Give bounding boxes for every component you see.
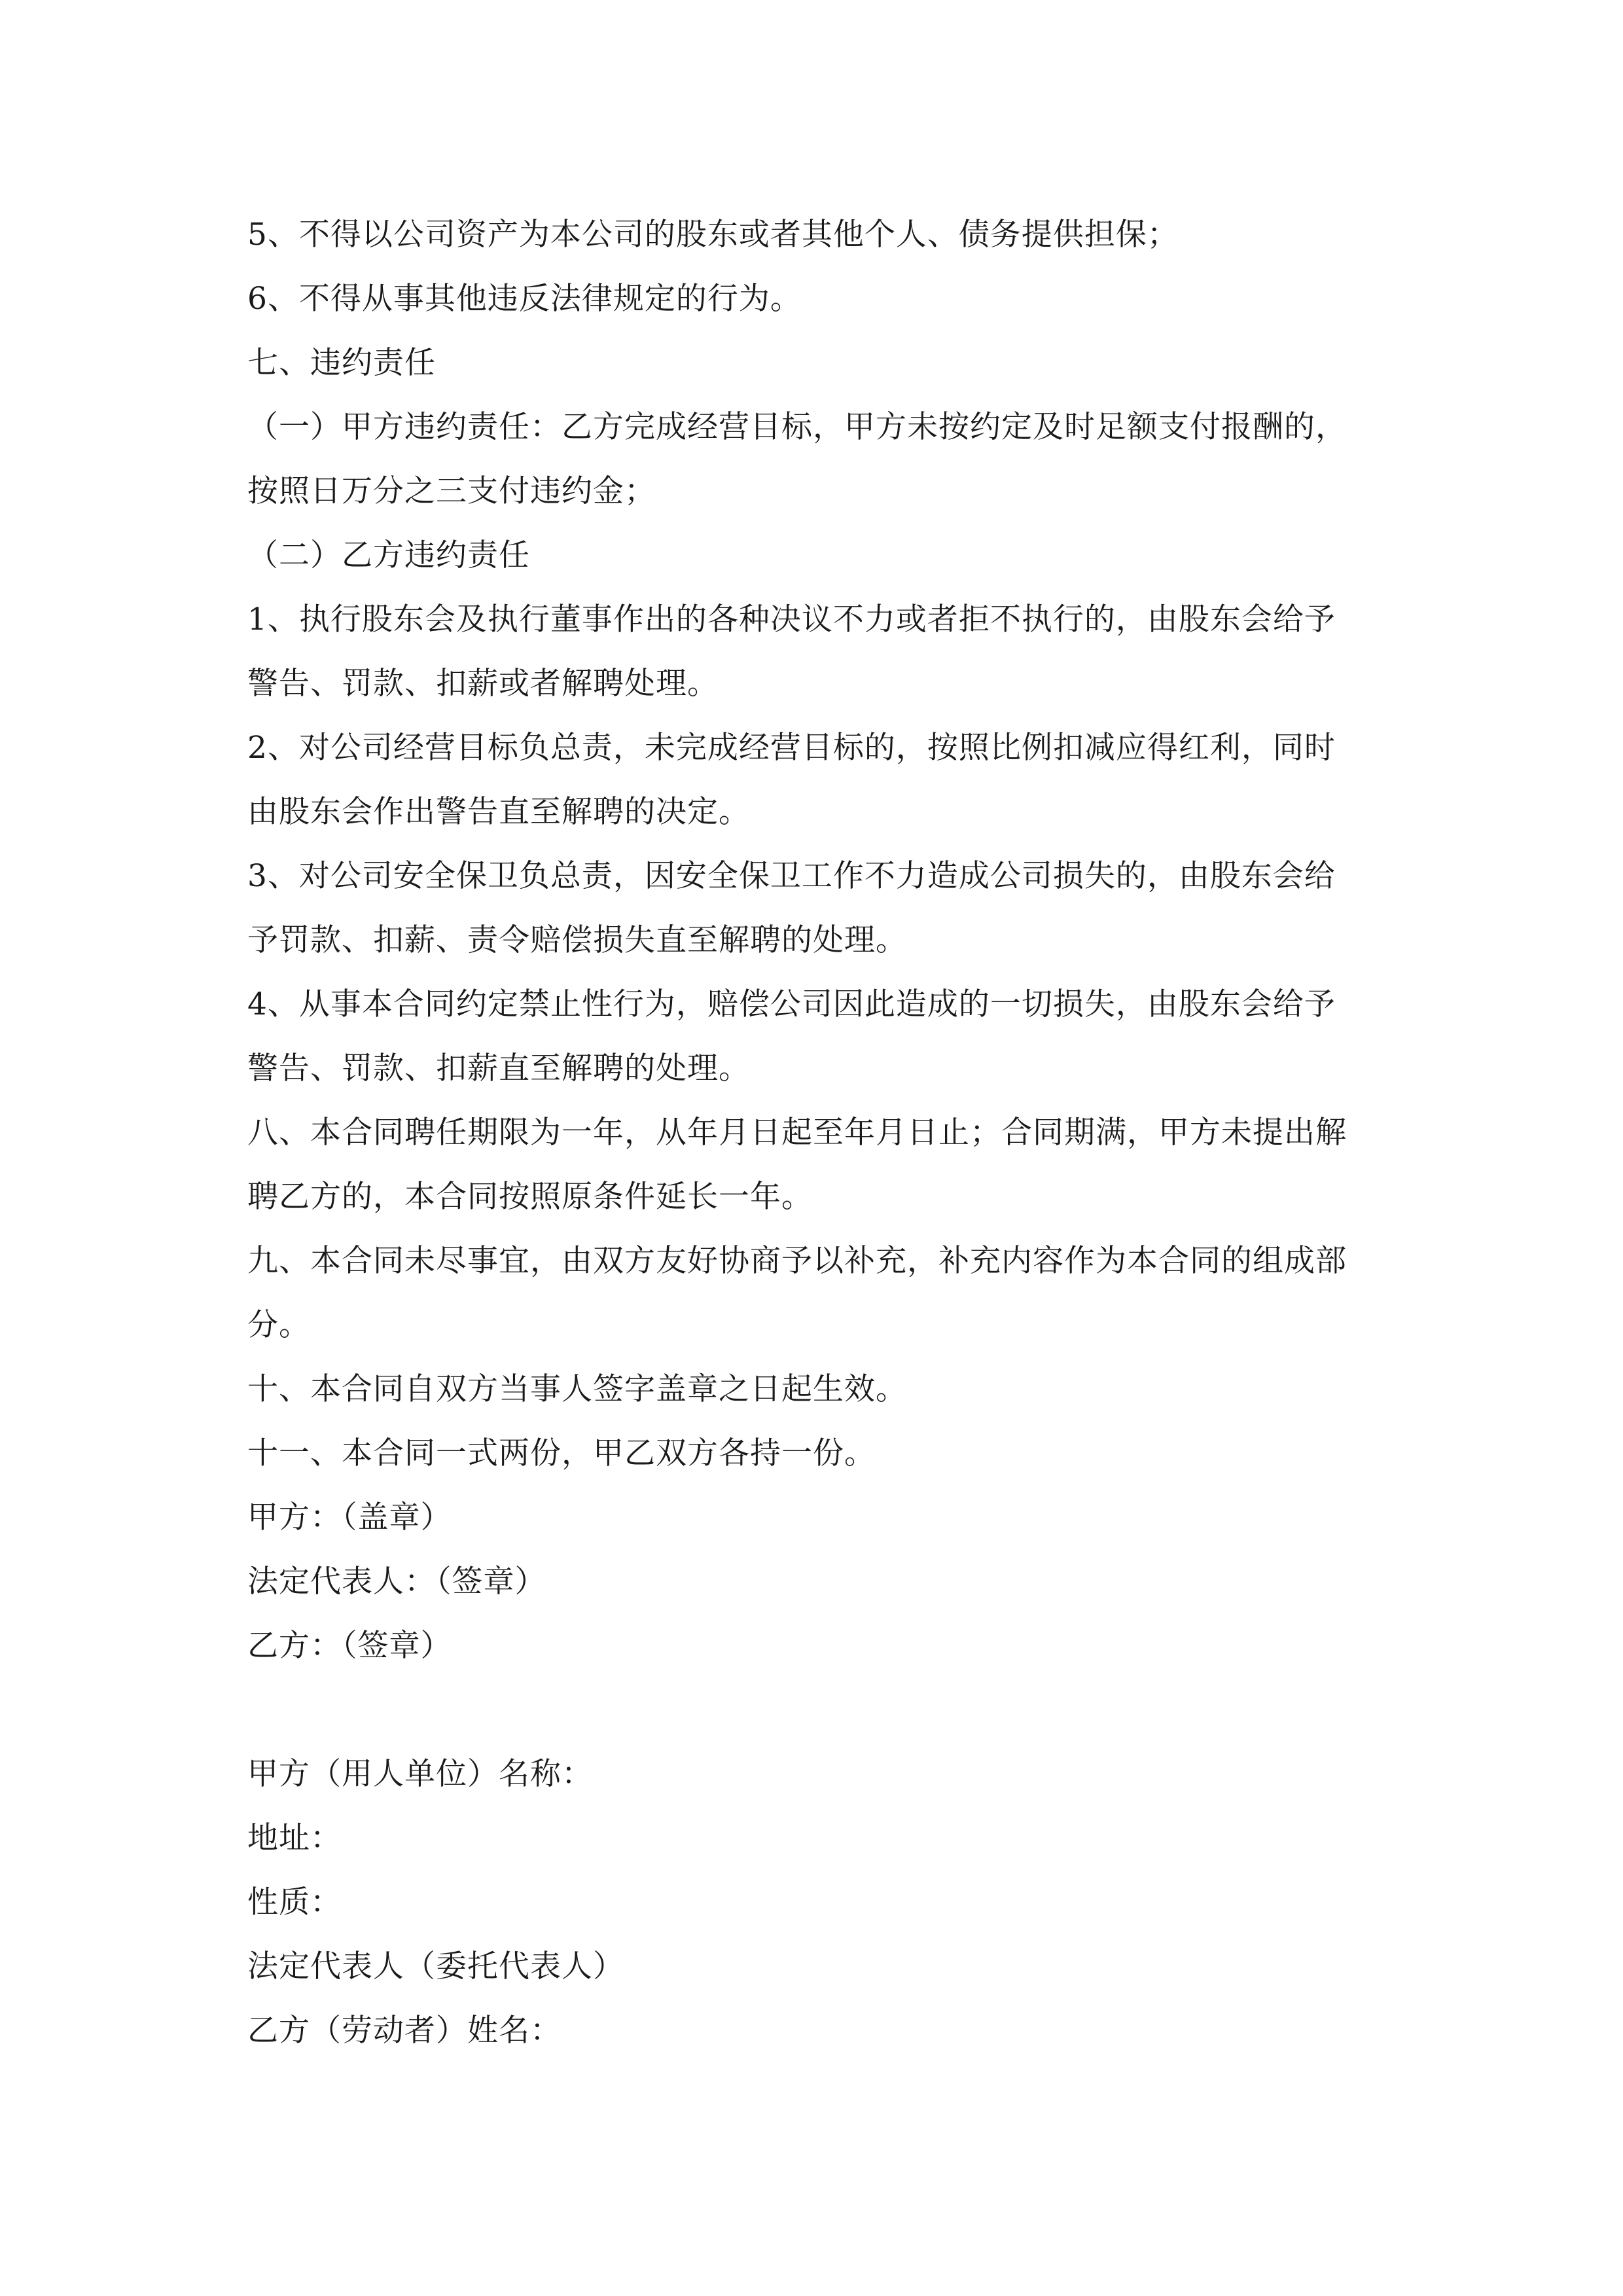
text-line: 八、本合同聘任期限为一年，从年月日起至年月日止；合同期满，甲方未提出解 xyxy=(247,1115,1347,1151)
text-line: 由股东会作出警告直至解聘的决定。 xyxy=(247,794,750,830)
document-page xyxy=(247,203,1399,2063)
text-line: 予罚款、扣薪、责令赔偿损失直至解聘的处理。 xyxy=(247,922,907,958)
text-line: 聘乙方的，本合同按照原条件延长一年。 xyxy=(247,1179,813,1215)
text-line: 4、从事本合同约定禁止性行为，赔偿公司因此造成的一切损失，由股东会给予 xyxy=(247,986,1336,1022)
text-line: 6、不得从事其他违反法律规定的行为。 xyxy=(247,281,802,317)
form-field-employer-name: 甲方（用人单位）名称： xyxy=(247,1756,593,1792)
section-heading: 七、违约责任 xyxy=(247,345,436,381)
form-field-legal-rep: 法定代表人（委托代表人） xyxy=(247,1948,624,1984)
blank-gap xyxy=(247,1678,1399,1742)
signature-legal-rep: 法定代表人：（签章） xyxy=(247,1564,546,1600)
text-line: 分。 xyxy=(247,1307,310,1343)
text-line: 2、对公司经营目标负总责，未完成经营目标的，按照比例扣减应得红利，同时 xyxy=(247,730,1336,766)
text-line: 警告、罚款、扣薪直至解聘的处理。 xyxy=(247,1050,750,1086)
form-field-employee-name: 乙方（劳动者）姓名： xyxy=(247,2013,562,2049)
text-line: 十一、本合同一式两份，甲乙双方各持一份。 xyxy=(247,1435,876,1471)
text-line: 警告、罚款、扣薪或者解聘处理。 xyxy=(247,666,719,702)
form-field-address: 地址： xyxy=(247,1820,342,1856)
subsection-heading: （二）乙方违约责任 xyxy=(247,537,530,573)
text-line: 按照日万分之三支付违约金； xyxy=(247,473,656,509)
text-line: 3、对公司安全保卫负总责，因安全保卫工作不力造成公司损失的，由股东会给 xyxy=(247,858,1336,894)
text-line: （一）甲方违约责任：乙方完成经营目标，甲方未按约定及时足额支付报酬的， xyxy=(247,409,1347,445)
text-line: 十、本合同自双方当事人签字盖章之日起生效。 xyxy=(247,1371,907,1407)
text-line: 九、本合同未尽事宜，由双方友好协商予以补充，补充内容作为本合同的组成部 xyxy=(247,1243,1347,1279)
signature-party-a: 甲方：（盖章） xyxy=(247,1499,452,1535)
form-field-nature: 性质： xyxy=(247,1884,342,1920)
text-line: 5、不得以公司资产为本公司的股东或者其他个人、债务提供担保； xyxy=(247,217,1179,253)
text-line: 1、执行股东会及执行董事作出的各种决议不力或者拒不执行的，由股东会给予 xyxy=(247,601,1336,637)
signature-party-b: 乙方：（签章） xyxy=(247,1628,452,1664)
